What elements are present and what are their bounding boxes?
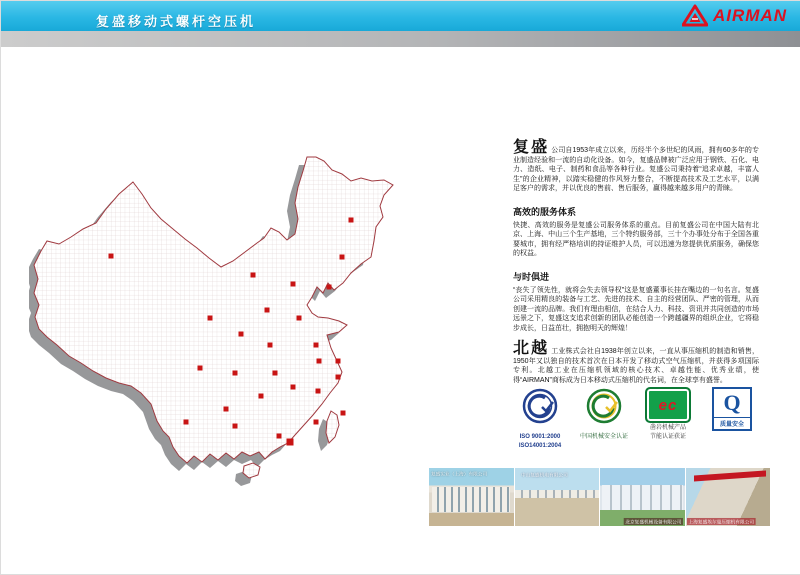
section-heading: 复盛: [513, 139, 550, 156]
section-body: 工业株式会社自1938年创立以来，一直从事压缩机的制造和销售，1950年又以独自的技术首次在日本开发了移动式空气压缩机，并获得多项国际专利。北越工业在压缩机领域的核心技术、卓越性能、优秀业绩，使得“AIRMAN”商标成为日本移动式压缩机的代名词，在全球享有盛誉。: [513, 348, 759, 384]
service-location-dot: [224, 407, 229, 412]
cqc-blue-badge-icon: [518, 387, 562, 427]
section-keep-pace: [513, 270, 759, 334]
badge-caption: ISO14001:2004: [518, 443, 562, 449]
china-map-svg: [29, 136, 414, 536]
service-location-dot: [316, 389, 321, 394]
badge-caption: 中国机械安全认证: [579, 434, 628, 440]
service-location-dot: [314, 420, 319, 425]
service-location-dot: [109, 254, 114, 259]
section-heading: 北越: [513, 340, 550, 357]
factory-photo: [600, 468, 685, 526]
badge-machinery-safety: [575, 387, 633, 450]
service-location-dot: [277, 434, 282, 439]
badge-caption: ISO 9001:2000: [519, 434, 561, 440]
section-body: 公司自1953年成立以来，历经半个多世纪的风雨，拥有60多年的专业制造经验和一流的自动化设备。如今，复盛品牌被广泛应用于钢铁、石化、电力、造纸、电子、制药和食品等各种行业。复盛公司秉持着“追求卓越，丰富人生”的企业精神，以踏实稳健的作风努力整合，不断提高技术及工艺水平，以满足客户的需求，并以优良的售前、售后服务，赢得越来越多用户的青睐。: [513, 147, 759, 192]
service-location-dot: [251, 273, 256, 278]
service-location-dot: [341, 411, 346, 416]
service-location-dot: [336, 375, 341, 380]
badge-quality-safety: [703, 387, 761, 450]
service-location-dot: [327, 285, 332, 290]
factory-photo: [515, 468, 600, 526]
service-location-dot: [287, 439, 294, 446]
header-gray-band: [1, 31, 800, 47]
factory-photo: [686, 468, 771, 526]
certification-badges: [511, 387, 761, 450]
section-heading: 与时俱进: [513, 271, 550, 282]
service-location-dot: [265, 308, 270, 313]
service-location-dot: [259, 394, 264, 399]
badge-caption: 质量安全: [714, 417, 750, 429]
section-hokuetsu: [513, 340, 759, 385]
brand-name: AIRMAN: [713, 5, 787, 25]
badge-energy-saving: [639, 387, 697, 450]
brand-logo: [682, 4, 787, 27]
section-body: 快捷、高效的服务是复盛公司服务体系的重点。目前复盛公司在中国大陆有北京、上海、中山三个生产基地，三个特约服务部，三十个办事处分布于全国各重要城市，拥有经严格培训的持证维护人员，可以迅速为您提供优质服务，确保您的权益。: [513, 221, 759, 257]
service-location-dot: [336, 359, 341, 364]
service-location-dot: [273, 371, 278, 376]
photo-caption: 上海复盛埃尔曼压缩机有限公司: [687, 518, 756, 525]
factory-photo-strip: [429, 468, 770, 526]
service-location-dot: [314, 343, 319, 348]
page-title: 复盛移动式螺杆空压机: [96, 14, 257, 29]
service-location-dot: [233, 424, 238, 429]
section-body: “丧失了领先性，就将会失去领导权”这是复盛董事长挂在嘴边的一句名言。复盛公司采用精良的装备与工艺、先进的技术、自主的经营团队、严密的管理，从而创建一流的品牌。我们有理由相信，在结合人力、科技、资讯并共同创造的市场远景之下，复盛这支追求创新的团队必能创造一个跨越疆界的组织企业，它将稳步成长，日益茁壮，拥抱明天的辉煌！: [513, 286, 759, 332]
airman-triangle-icon: [682, 4, 708, 27]
service-location-dot: [198, 366, 203, 371]
service-location-dot: [268, 343, 273, 348]
section-service-system: [513, 205, 759, 259]
service-location-dot: [291, 282, 296, 287]
service-location-dot: [349, 218, 354, 223]
map-land: [34, 157, 393, 478]
factory-photo: [429, 468, 514, 526]
badge-mark: ec: [658, 396, 678, 414]
section-fusheng: [513, 139, 759, 194]
quality-safety-q-icon: [712, 387, 752, 431]
china-service-map: [29, 136, 414, 536]
service-location-dot: [291, 385, 296, 390]
service-location-dot: [317, 359, 322, 364]
badge-caption: 节能认证获证: [649, 434, 686, 440]
badge-iso-cert: [511, 387, 569, 450]
service-location-dot: [297, 316, 302, 321]
service-location-dot: [208, 316, 213, 321]
photo-caption: 中山复盛机电有限公司: [520, 473, 568, 479]
photo-caption: 复盛实业（上海）有限公司: [431, 472, 488, 478]
badge-caption: 凿岩机械产品: [649, 425, 686, 431]
badge-mark: Q: [723, 390, 741, 415]
photo-caption: 北京复盛机械设备有限公司: [624, 518, 683, 525]
service-location-dot: [233, 371, 238, 376]
service-location-dot: [239, 332, 244, 337]
text-column: [513, 139, 759, 396]
section-heading: 高效的服务体系: [513, 206, 577, 217]
service-location-dot: [340, 255, 345, 260]
energy-saving-ec-icon: [645, 387, 691, 423]
service-location-dot: [184, 420, 189, 425]
green-safety-badge-icon: [582, 387, 626, 427]
